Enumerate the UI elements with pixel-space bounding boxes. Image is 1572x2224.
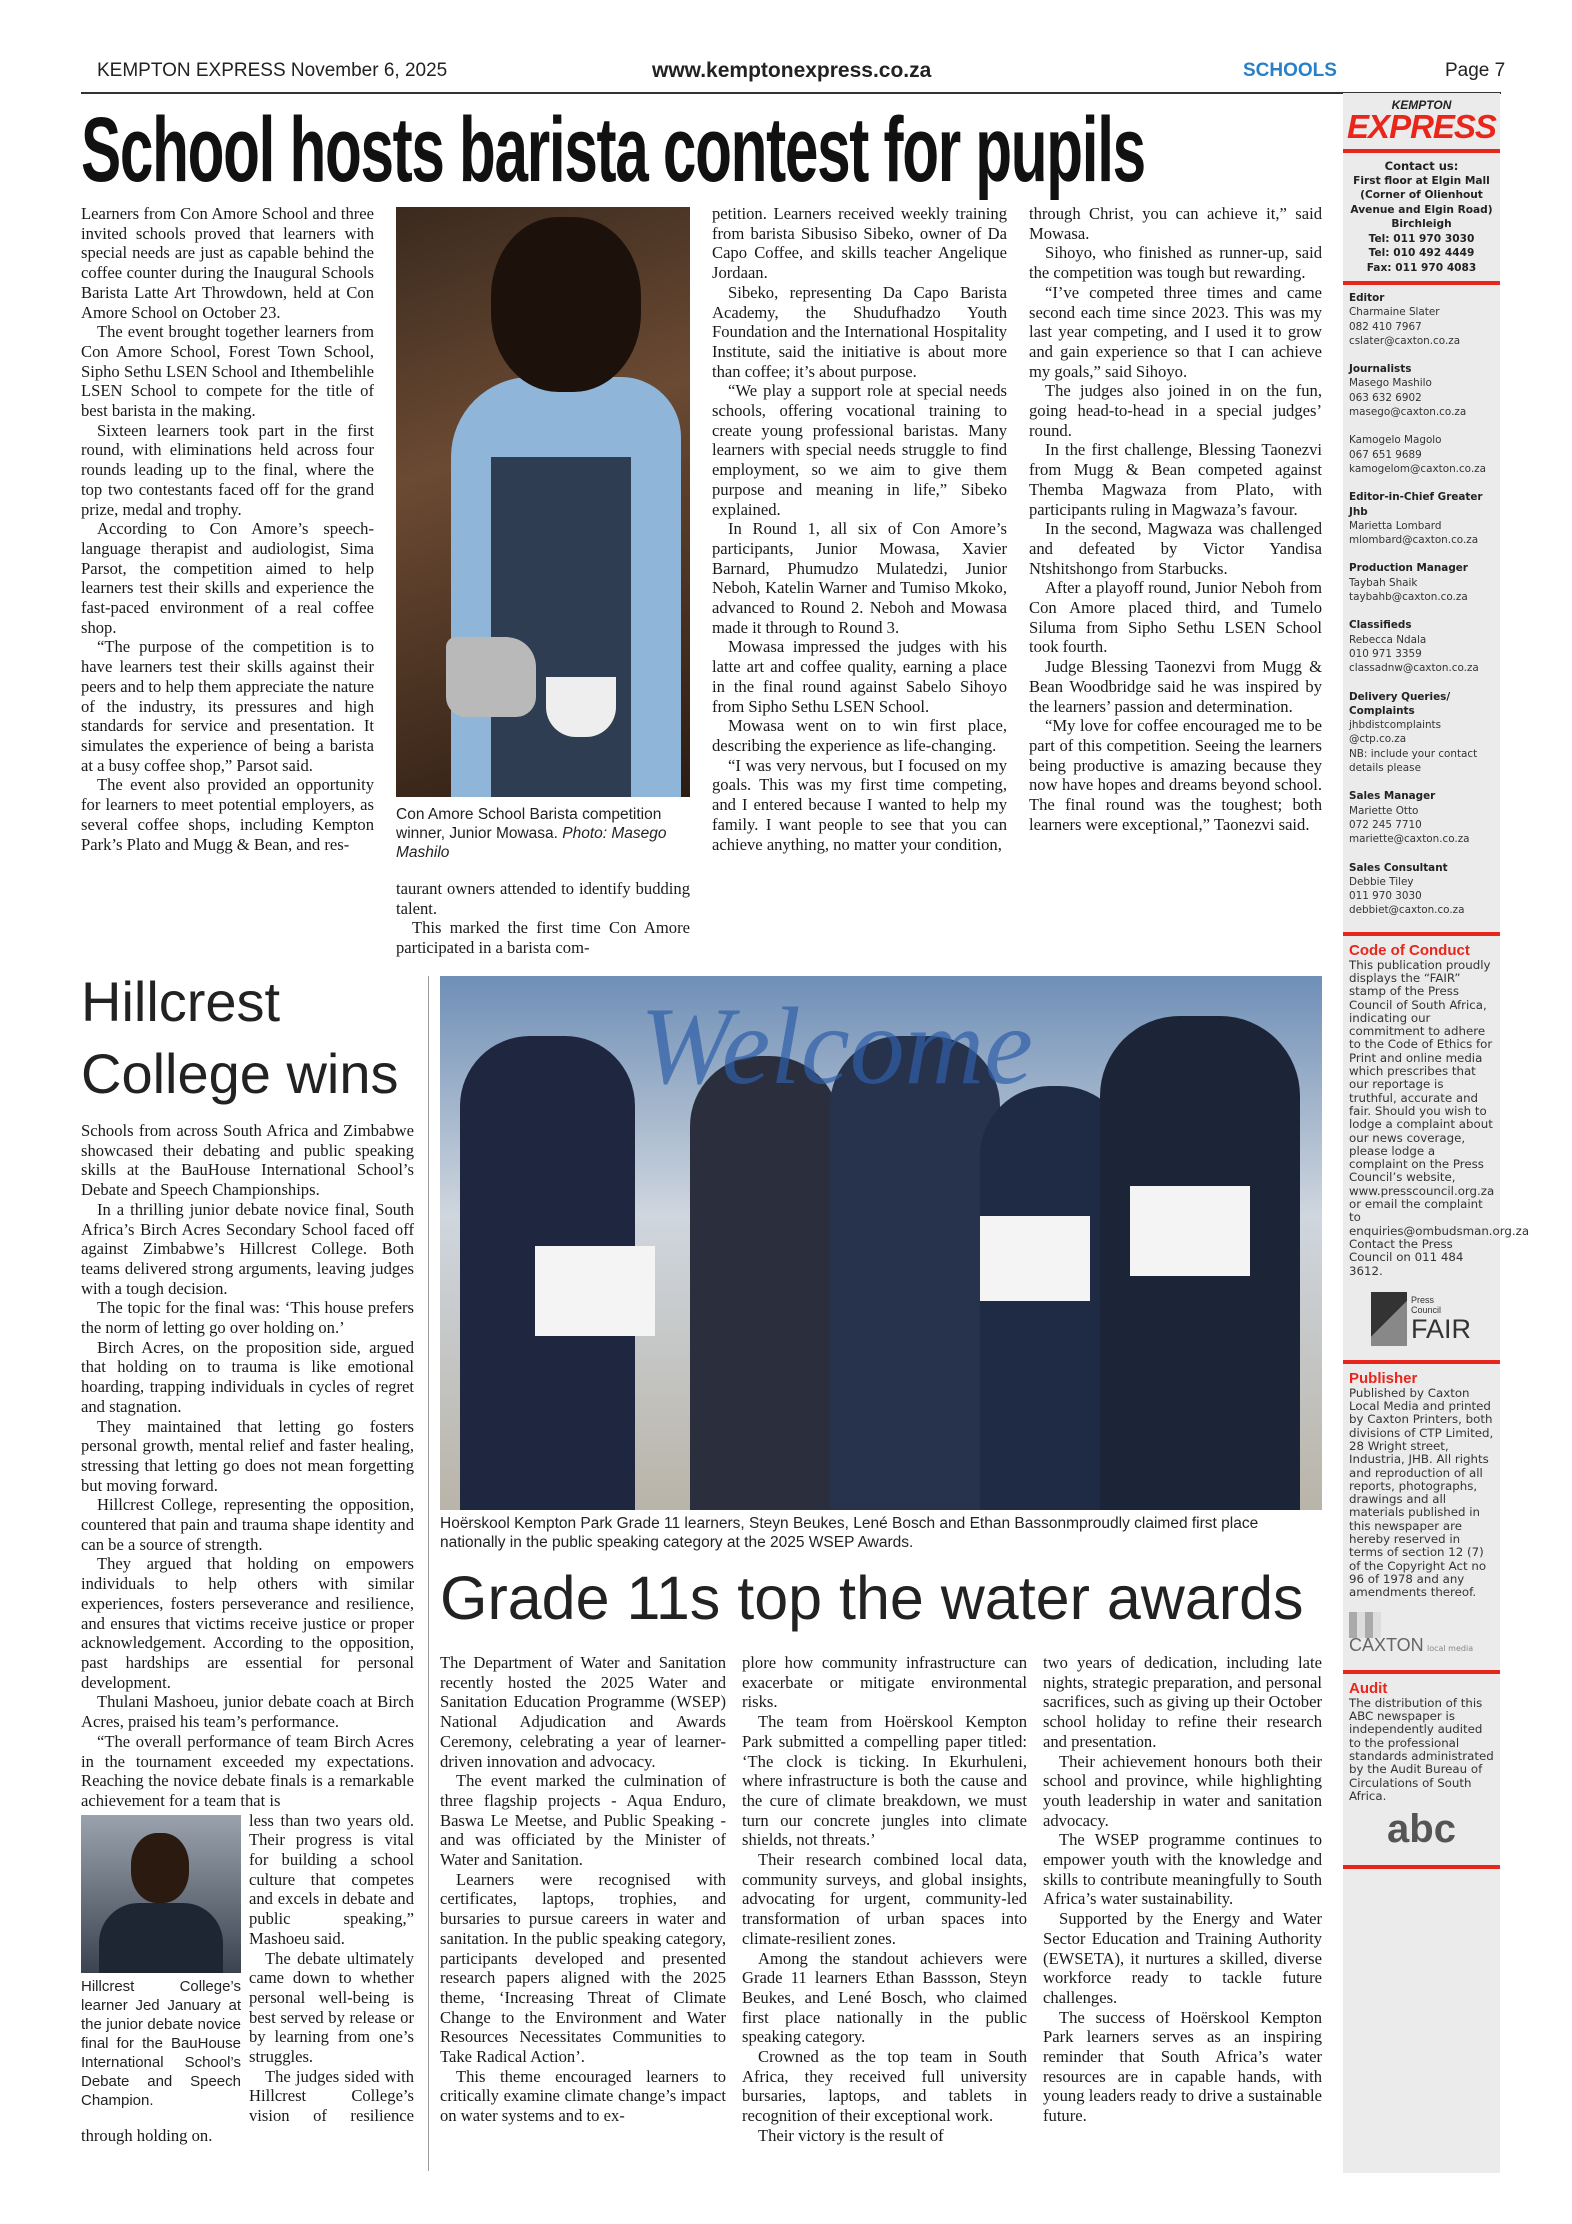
article-paragraph: Learners were recognised with certificates, laptops, trophies, and bursaries to pursue careers in water and sanitation. In the public speaking category, participants developed and presented research papers aligned with the 2025 theme, ‘Increasing Threat of Climate Change to the Environment and Water Resources Necessitates Communities to Take Radical Action’. — [440, 1869, 726, 2067]
staff-entry — [1343, 362, 1500, 419]
welcome-sign: Welcome — [640, 985, 1034, 1107]
logo-main: EXPRESS — [1347, 108, 1496, 145]
fair-small: Press Council — [1411, 1294, 1442, 1315]
contact-line: Contact us: — [1384, 159, 1459, 173]
hillcrest-portrait-photo — [81, 1815, 241, 1973]
article-paragraph: Judge Blessing Taonezvi from Mugg & Bean Woodbridge said he was inspired by the learners’ passion and determination. — [1029, 657, 1322, 716]
contact-line: Avenue and Elgin Road) — [1350, 203, 1493, 216]
red-divider — [1343, 1670, 1500, 1674]
contact-line: First floor at Elgin Mall — [1353, 174, 1490, 187]
article-paragraph: Schools from across South Africa and Zimbabwe showcased their debating and public speaking skills at the BauHouse International School’s Debate and Speech Championships. — [81, 1121, 414, 1200]
article-paragraph: They maintained that letting go fosters personal growth, mental relief and faster healing, stressing that letting go does not mean forgetting but moving forward. — [81, 1416, 414, 1495]
hillcrest-photo-block — [81, 1815, 241, 2110]
audit-body: The distribution of this ABC newspaper is independently audited to the professional standards administrated by the Audit Bureau of Circulations of South Africa. — [1349, 1695, 1494, 1803]
staff-detail: Charmaine Slater — [1349, 306, 1440, 319]
header-rule — [81, 92, 1501, 94]
article-paragraph: “My love for coffee encouraged me to be part of this competition. Seeing the learners being productive is amazing because they now have hopes and dreams beyond school. The final round was the toughest; both learners were exceptional,” Taonezvi said. — [1029, 716, 1322, 834]
barista-col-2 — [396, 879, 690, 958]
article-paragraph: Their victory is the result of — [758, 2125, 944, 2145]
article-paragraph: “The overall performance of team Birch Acres in the tournament exceeded my expectations. Reaching the novice debate finals is a remarkable achievement for a team that is — [81, 1731, 414, 1810]
article-paragraph: The judges sided with Hillcrest College’s vision of resilience through holding on. — [81, 2066, 414, 2145]
barista-col-4 — [1029, 204, 1322, 835]
staff-email[interactable]: debbiet@caxton.co.za — [1349, 904, 1465, 917]
article-paragraph: Mowasa impressed the judges with his latte art and coffee quality, earning a place in the final round against Sabelo Sihoyo from Sipho Sethu LSEN School. — [712, 637, 1007, 716]
staff-entry — [1343, 291, 1500, 348]
contact-line: Tel: 010 492 4449 — [1368, 247, 1475, 259]
article-paragraph: “We play a support role at special needs schools, offering vocational training to create young professional baristas. Many learners with special needs struggle to find employment, so we aim to give them purpose and meaning in life,” Sibeko explained. — [712, 381, 1007, 519]
staff-email[interactable]: mariette@caxton.co.za — [1349, 833, 1470, 846]
staff-entry — [1343, 789, 1500, 846]
staff-title: Production Manager — [1349, 562, 1468, 575]
caxton-word: CAXTON — [1349, 1634, 1424, 1655]
apron-shape — [491, 457, 631, 797]
caption-text: Con Amore School Barista competition winner, Junior Mowasa. — [396, 806, 662, 842]
staff-entry — [1343, 490, 1500, 547]
article-paragraph: Thulani Mashoeu, junior debate coach at Birch Acres, praised his team’s performance. — [81, 1692, 414, 1732]
staff-detail: Rebecca Ndala — [1349, 633, 1427, 646]
staff-title: Journalists — [1349, 363, 1412, 376]
article-paragraph: taurant owners attended to identify budding talent. — [396, 879, 690, 918]
article-paragraph: The event brought together learners from Con Amore School, Forest Town School, Sipho Sethu LSEN School and Ithembelihle LSEN School to compete for the title of best barista in the making. — [81, 322, 374, 421]
article-paragraph: The debate ultimately came down to whether personal well-being is best served by release or by learning from one’s struggles. — [249, 1948, 414, 2067]
certificate-2 — [980, 1216, 1090, 1301]
article-paragraph: through Christ, you can achieve it,” said Mowasa. — [1029, 204, 1322, 243]
article-paragraph: In Round 1, all six of Con Amore’s participants, Junior Mowasa, Xavier Barnard, Phumudzo Mulatedzi, Junior Neboh, Katelin Warner and Tumiso Mkoko, advanced to Round 2. Neboh and Mowasa made it through to Round 3. — [712, 519, 1007, 637]
staff-detail: Marietta Lombard — [1349, 519, 1442, 532]
contact-line: (Corner of Olienhout — [1360, 189, 1483, 201]
staff-detail: 011 970 3030 — [1349, 890, 1422, 903]
contact-line: Fax: 011 970 4083 — [1366, 261, 1477, 274]
audit-section — [1343, 1680, 1500, 1851]
barista-col-3 — [712, 204, 1007, 854]
conduct-section — [1343, 941, 1530, 1346]
staff-entry — [1343, 433, 1500, 476]
logo-top: KEMPTON — [1391, 98, 1452, 112]
newspaper-logo — [1343, 93, 1500, 143]
staff-title: Sales Consultant — [1349, 861, 1448, 874]
staff-detail: Mariette Otto — [1349, 804, 1419, 817]
milk-jug-shape — [446, 637, 536, 717]
article-paragraph: The team from Hoërskool Kempton Park submitted a compelling paper titled: ‘The clock is ticking. In Ekurhuleni, where infrastructure is both the cause and the cure of climate breakdown, we must turn our concrete jungles into climate shields, not threats.’ — [742, 1712, 1027, 1850]
staff-detail: NB: include your contact details please — [1349, 747, 1478, 775]
water-col-2 — [742, 1653, 1027, 2146]
fair-icon — [1371, 1292, 1407, 1346]
article-paragraph: “The purpose of the competition is to have learners test their skills against their peers and to help them appreciate the nature of the industry, its pressures and high standards for service and presentation. It simulates the experience of being a barista at a busy coffee shop,” Parsot said. — [81, 637, 374, 775]
water-photo-caption: Hoërskool Kempton Park Grade 11 learners, Steyn Beukes, Lené Bosch and Ethan Bassonmproudly claimed first place nationally in the public speaking category at the 2025 WSEP Awards. — [440, 1515, 1259, 1551]
article-paragraph: Their research combined local data, community surveys, and global insights, advocating for urgent, community-led transformation of urban spaces into climate-resilient zones. — [742, 1850, 1027, 1948]
article-paragraph: Among the standout achievers were Grade 11 learners Ethan Bassson, Steyn Beukes, and Lené Bosch, who claimed first place nationally in the public speaking category. — [742, 1948, 1027, 2047]
water-headline: Grade 11s top the water awards — [440, 1564, 1304, 1632]
person-2 — [690, 1056, 840, 1510]
section-label: SCHOOLS — [1243, 60, 1337, 81]
article-paragraph: According to Con Amore’s speech-language therapist and audiologist, Sima Parsot, the competition aimed to help learners test their skills and experience the fast-paced environment of a real coffee shop. — [81, 519, 374, 637]
hillcrest-photo-caption: Hillcrest College’s learner Jed January at the junior debate novice final for the BauHouse International School’s Debate and Speech Champion. — [81, 1977, 241, 2109]
article-paragraph: The success of Hoërskool Kempton Park learners serves as an inspiring reminder that South Africa’s water resources are in capable hands, with young leaders ready to drive a sustainable future. — [1043, 2007, 1322, 2126]
staff-title: Editor — [1349, 292, 1385, 304]
red-divider — [1343, 1865, 1500, 1869]
staff-title: Delivery Queries/ Complaints — [1349, 690, 1451, 717]
article-paragraph: two years of dedication, including late nights, strategic preparation, and personal sacrifices, such as giving up their October school holiday to refine their research and presentation. — [1043, 1653, 1322, 1751]
staff-detail: 063 632 6902 — [1349, 391, 1422, 404]
article-paragraph: Sihoyo, who finished as runner-up, said the competition was tough but rewarding. — [1029, 243, 1322, 283]
staff-email[interactable]: classadnw@caxton.co.za — [1349, 662, 1479, 675]
contact-block — [1343, 159, 1500, 275]
staff-detail: 067 651 9689 — [1349, 448, 1422, 461]
article-paragraph: This theme encouraged learners to critically examine climate change’s impact on water systems and to ex- — [440, 2066, 726, 2126]
staff-title: Sales Manager — [1349, 790, 1436, 803]
staff-email[interactable]: @ctp.co.za — [1349, 733, 1407, 746]
article-paragraph: “I’ve competed three times and came second each time since 2023. This was my last year competing, and I used it to grow and gain experience so that I can achieve my goals,” said Sihoyo. — [1029, 282, 1322, 381]
staff-detail: jhbdistcomplaints — [1349, 719, 1442, 732]
head-shape — [491, 217, 641, 392]
article-paragraph: Hillcrest College, representing the opposition, countered that pain and trauma shape identity and can be a source of strength. — [81, 1495, 414, 1554]
hillcrest-headline: Hillcrest College wins — [81, 970, 399, 1105]
barista-photo — [396, 207, 690, 797]
caxton-sub: local media — [1427, 1643, 1474, 1653]
staff-entry — [1343, 618, 1500, 675]
red-divider — [1343, 281, 1500, 285]
water-col-3 — [1043, 1653, 1322, 2126]
article-paragraph: In the second, Magwaza was challenged and defeated by Victor Yandisa Ntshitshongo from Starbucks. — [1029, 519, 1322, 578]
staff-email[interactable]: mlombard@caxton.co.za — [1349, 534, 1479, 547]
article-paragraph: “I was very nervous, but I focused on my goals. This was my first time competing, and I entered because I wanted to help my family. I want people to see that you can achieve anything, no matter your condition, — [712, 755, 1007, 854]
contact-line: Tel: 011 970 3030 — [1368, 232, 1475, 245]
staff-list — [1343, 291, 1500, 918]
site-url[interactable]: www.kemptonexpress.co.za — [652, 59, 932, 82]
sidebar — [1343, 93, 1530, 2173]
staff-detail: Taybah Shaik — [1349, 576, 1418, 589]
staff-email[interactable]: taybahb@caxton.co.za — [1349, 591, 1468, 604]
staff-detail: 010 971 3359 — [1349, 647, 1422, 660]
staff-detail: 082 410 7967 — [1349, 320, 1422, 333]
water-col-1 — [440, 1653, 726, 2126]
portrait-blazer-shape — [99, 1903, 223, 1973]
staff-email[interactable]: cslater@caxton.co.za — [1349, 334, 1461, 347]
staff-email[interactable]: masego@caxton.co.za — [1349, 406, 1467, 419]
person-3 — [830, 1036, 1000, 1510]
article-paragraph: less than two years old. Their progress is vital for building a school culture that competes and excels in debate and public speaking,” Mashoeu said. — [249, 1810, 414, 1948]
article-paragraph: They argued that holding on empowers individuals to help others with similar experiences, fosters perseverance and resilience, and ensures that victims receive justice or proper acknowledgement. According to the opposition, past hardships are essential for personal development. — [81, 1554, 414, 1692]
certificate-3 — [1130, 1186, 1250, 1276]
red-divider — [1343, 149, 1500, 153]
article-paragraph: Mowasa went on to win first place, describing the experience as life-changing. — [712, 716, 1007, 755]
staff-detail: Kamogelo Magolo — [1349, 434, 1442, 447]
caxton-logo — [1349, 1612, 1494, 1656]
article-paragraph: In a thrilling junior debate novice final, South Africa’s Birch Acres Secondary School faced off against Zimbabwe’s Hillcrest College. Both teams delivered strong arguments, leaving judges with a tough decision. — [81, 1199, 414, 1298]
abc-logo: abc — [1387, 1807, 1456, 1852]
hillcrest-body — [81, 1121, 414, 2146]
photo-credit: Photo: Masego Mashilo — [396, 825, 667, 861]
publisher-title: Publisher — [1349, 1369, 1418, 1387]
article-paragraph: After a playoff round, Junior Neboh from Con Amore placed third, and Tumelo Siluma from Sipho Sethu LSEN School took fourth. — [1029, 578, 1322, 657]
page-number: Page 7 — [1445, 60, 1506, 81]
barista-photo-caption — [396, 805, 690, 862]
article-paragraph: Crowned as the top team in South Africa, they received full university bursaries, laptops, and tablets in recognition of their exceptional work. — [742, 2047, 1027, 2126]
article-paragraph: The event marked the culmination of three flagship projects - Aqua Enduro, Baswa Le Meetse, and Public Speaking - and was officiated by the Minister of Water and Sanitation. — [440, 1771, 726, 1870]
article-paragraph: The Department of Water and Sanitation recently hosted the 2025 Water and Sanitation Education Programme (WSEP) National Adjudication and Awards Ceremony, celebrating a year of learner-driven innovation and advocacy. — [440, 1653, 726, 1771]
staff-title: Classifieds — [1349, 619, 1412, 632]
conduct-body: This publication proudly displays the “FAIR” stamp of the Press Council of South Africa, indicating our commitment to adhere to the Code of Ethics for Print and online media which prescribes that our reportage is truthful, accurate and fair. Should you wish to lodge a complaint about our news coverage, please lodge a complaint on the Press Council’s website, www.presscouncil.org.za or email the complaint to enquiries@ombudsman.org.za Contact the Press Council on 011 484 3612. — [1349, 957, 1530, 1278]
article-paragraph: Sixteen learners took part in the first round, with eliminations held across four rounds leading up to the final, where the top two contestants faced off for the grand prize, medal and trophy. — [81, 420, 374, 519]
article-paragraph: The WSEP programme continues to empower youth with the knowledge and skills to contribute meaningfully to South Africa’s water sustainability. — [1043, 1830, 1322, 1909]
staff-entry — [1343, 690, 1500, 776]
hillcrest-body-top — [81, 1121, 414, 1811]
publisher-body: Published by Caxton Local Media and printed by Caxton Printers, both divisions of CTP Limited, 28 Wright street, Industria, JHB. All rights and reproduction of all reports, photographs, drawings and all materials published in this newspaper are hereby reserved in terms of section 12 (7) of the Copyright Act no 96 of 1978 and any amendments thereof. — [1349, 1385, 1494, 1600]
audit-title: Audit — [1349, 1679, 1388, 1697]
red-divider — [1343, 1360, 1500, 1364]
fair-big: FAIR — [1411, 1313, 1472, 1344]
article-paragraph: The event also provided an opportunity for learners to meet potential employers, as several coffee shops, including Kempton Park’s Plato and Mugg & Bean, and res- — [81, 775, 374, 854]
article-paragraph: In the first challenge, Blessing Taonezvi from Mugg & Bean competed against Themba Magwaza from Plato, with participants ruling in Magwaza’s favour. — [1029, 440, 1322, 519]
publisher-section — [1343, 1370, 1500, 1656]
cup-shape — [546, 677, 616, 737]
masthead-date: KEMPTON EXPRESS November 6, 2025 — [97, 60, 448, 81]
staff-detail: Debbie Tiley — [1349, 875, 1414, 888]
article-paragraph: Their achievement honours both their school and province, while highlighting youth leadership in water and sanitation advocacy. — [1043, 1751, 1322, 1830]
water-awards-group-photo — [440, 976, 1322, 1510]
staff-entry — [1343, 561, 1500, 604]
staff-detail: Masego Mashilo — [1349, 377, 1432, 390]
barista-headline: School hosts barista contest for pupils — [81, 99, 1145, 201]
article-paragraph: petition. Learners received weekly training from barista Sibusiso Sibeko, owner of Da Capo Coffee, and skills teacher Angelique Jordaan. — [712, 204, 1007, 283]
column-divider — [428, 976, 429, 2171]
article-paragraph: Supported by the Energy and Water Sector Education and Training Authority (EWSETA), it nurtures a skilled, diverse workforce ready to tackle future challenges. — [1043, 1909, 1322, 2007]
article-paragraph: Birch Acres, on the proposition side, argued that holding on to trauma is like emotional hoarding, trapping individuals in cycles of regret and stagnation. — [81, 1337, 414, 1416]
conduct-title: Code of Conduct — [1349, 941, 1470, 959]
certificate-1 — [535, 1246, 655, 1336]
staff-title: Editor-in-Chief Greater Jhb — [1349, 491, 1483, 518]
red-divider — [1343, 932, 1500, 936]
staff-email[interactable]: kamogelom@caxton.co.za — [1349, 462, 1486, 475]
press-council-fair-logo — [1349, 1292, 1494, 1346]
article-paragraph: Sibeko, representing Da Capo Barista Academy, the Shudufhadzo Youth Foundation and the International Hospitality Institute, said the initiative is about more than coffee; it’s about purpose. — [712, 282, 1007, 381]
article-paragraph: The topic for the final was: ‘This house prefers the norm of letting go over holding on.’ — [81, 1298, 414, 1338]
barista-col-1 — [81, 204, 374, 854]
article-paragraph: plore how community infrastructure can exacerbate or mitigate environmental risks. — [742, 1653, 1027, 1712]
staff-entry — [1343, 861, 1500, 918]
article-paragraph: Learners from Con Amore School and three invited schools proved that learners with special needs are just as capable behind the coffee counter during the Inaugural Schools Barista Latte Art Throwdown, held at Con Amore School on October 23. — [81, 204, 374, 322]
article-paragraph: The judges also joined in on the fun, going head-to-head in a special judges’ round. — [1029, 381, 1322, 440]
article-paragraph: This marked the first time Con Amore participated in a barista com- — [396, 918, 690, 958]
contact-line: Birchleigh — [1391, 218, 1452, 230]
staff-detail: 072 245 7710 — [1349, 818, 1422, 831]
portrait-head-shape — [131, 1833, 189, 1903]
